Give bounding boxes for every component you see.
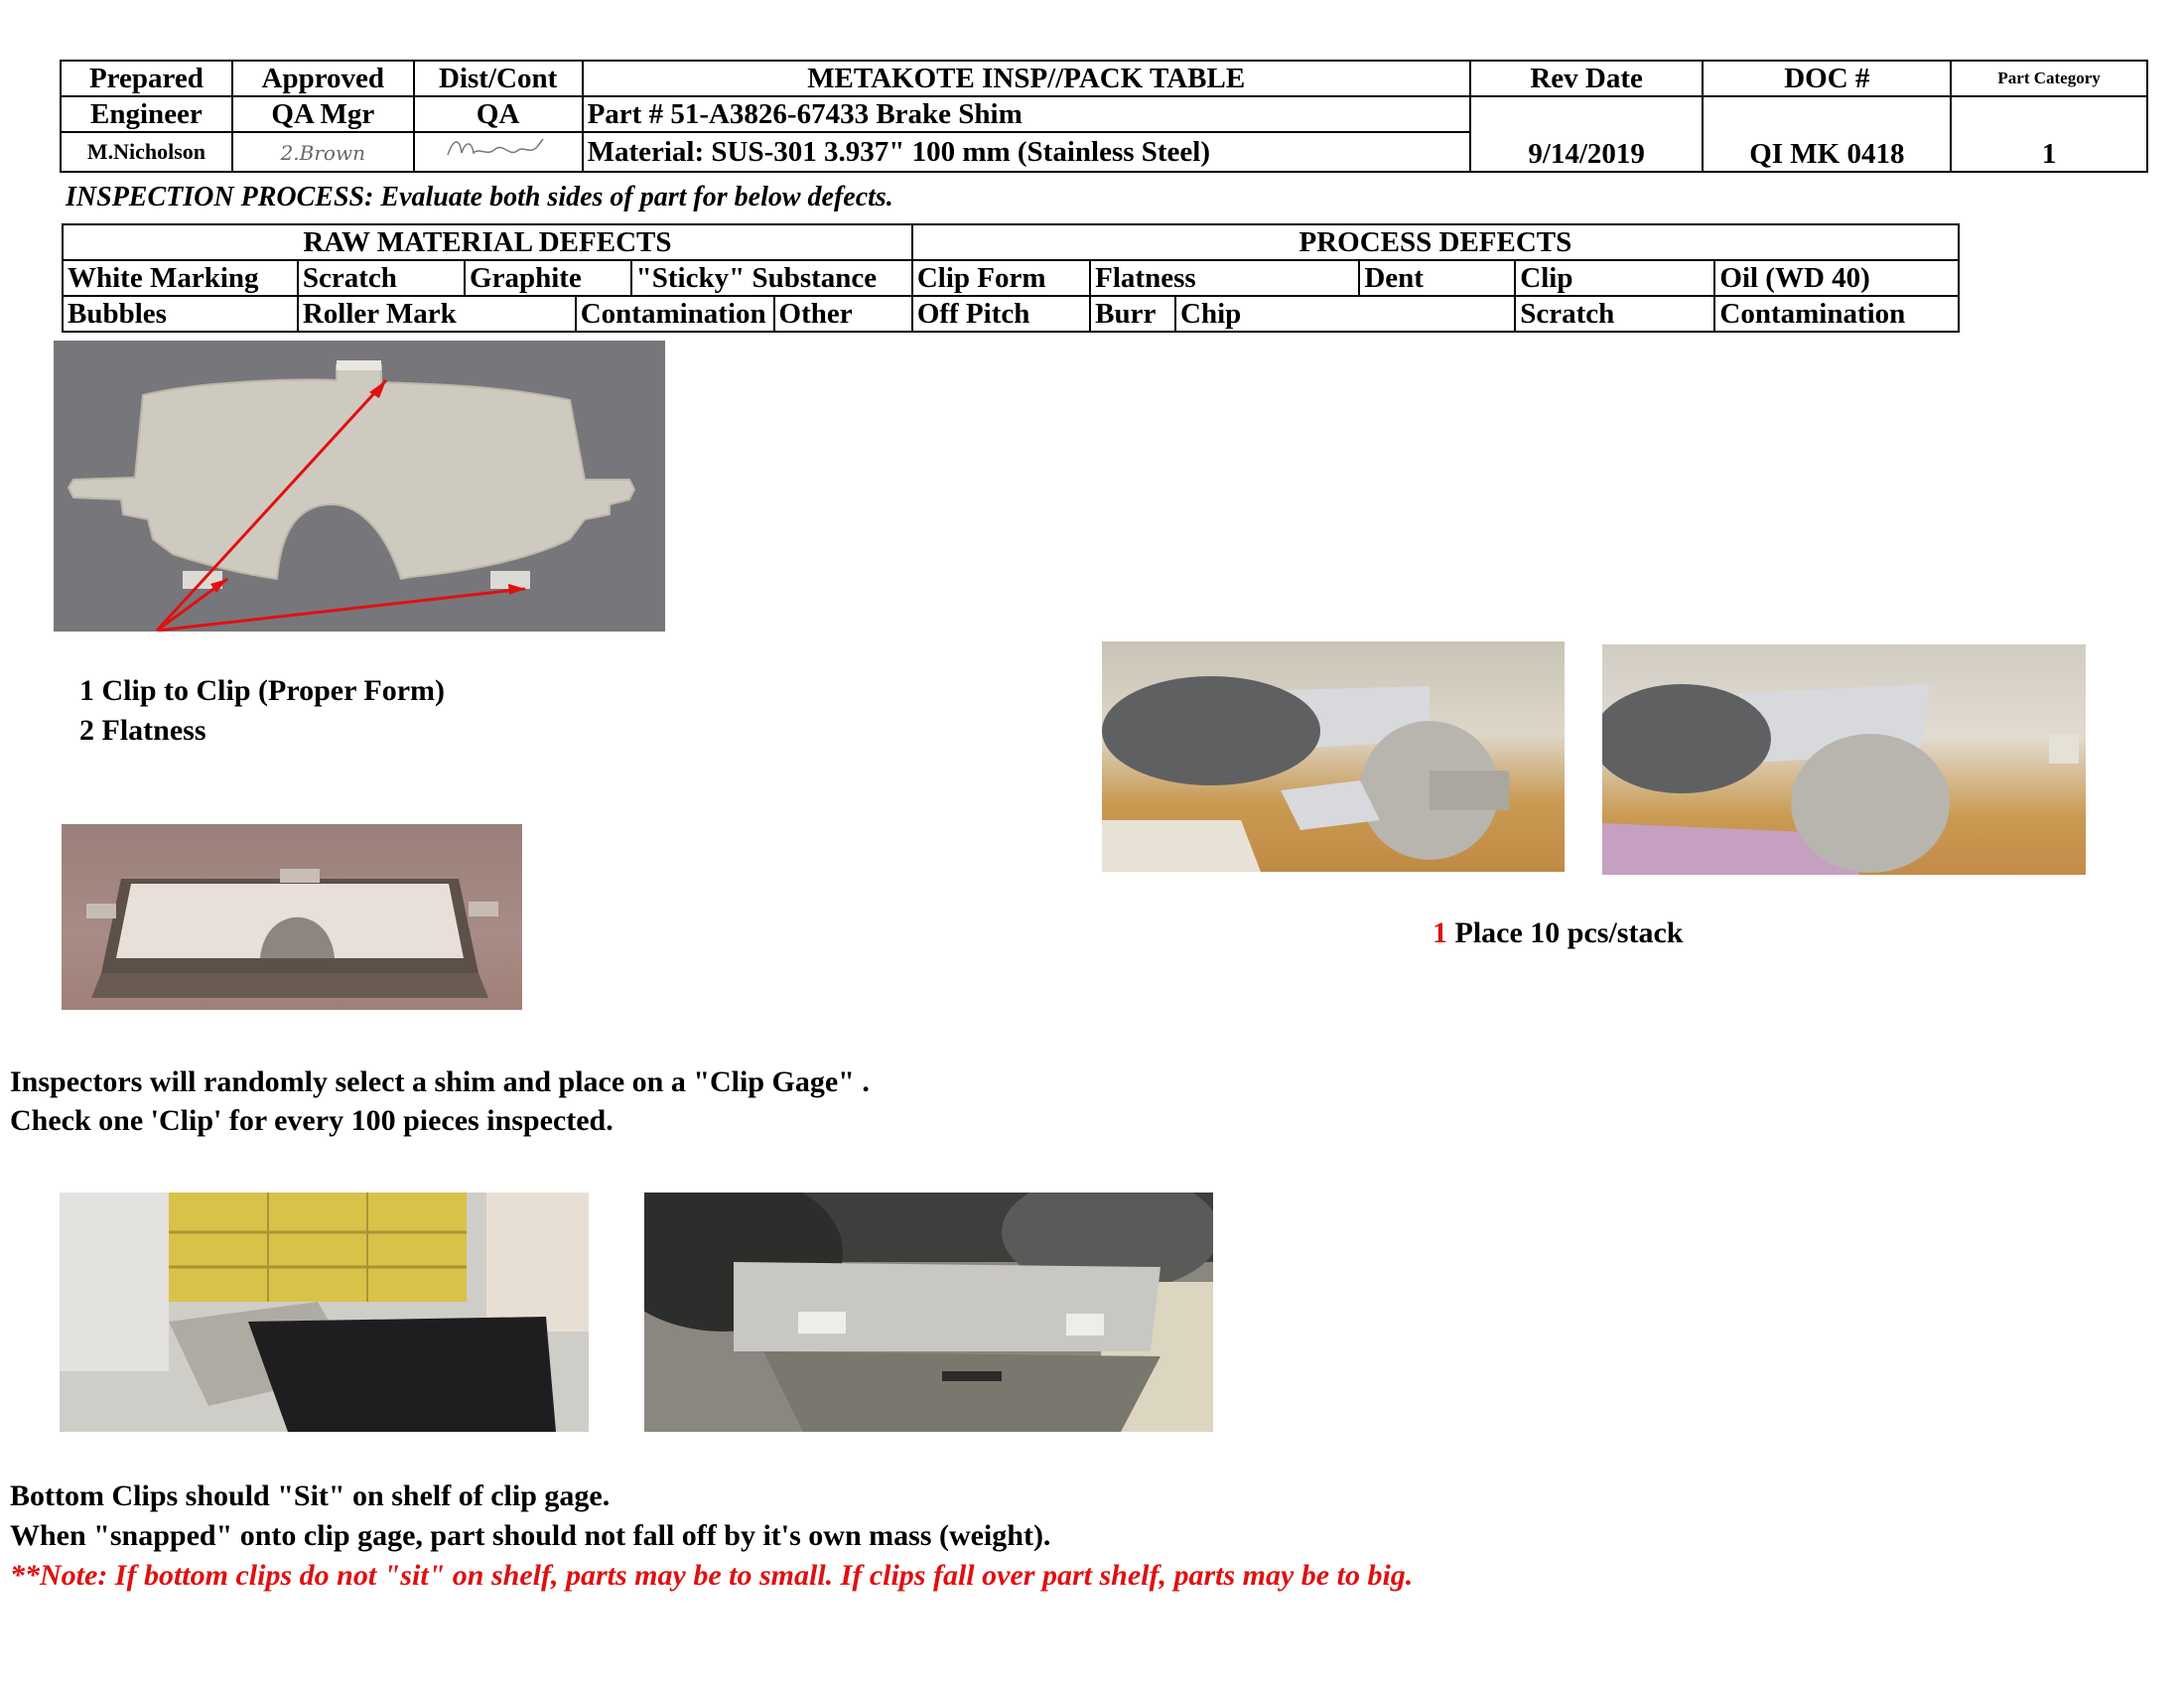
stacking-photo-2	[1602, 644, 2086, 875]
check-item-2-number: 2	[79, 714, 94, 747]
defect-oil: Oil (WD 40)	[1714, 260, 1959, 296]
shim-illustration	[54, 341, 665, 632]
clip-underside-illustration	[644, 1193, 1213, 1432]
material-spec: Material: SUS-301 3.937" 100 mm (Stainless Steel)	[583, 132, 1470, 172]
defect-dent: Dent	[1359, 260, 1515, 296]
defect-sticky-substance: "Sticky" Substance	[631, 260, 912, 296]
defect-burr: Burr	[1090, 296, 1175, 332]
defect-other: Other	[774, 296, 912, 332]
clip-gage-photo	[60, 1193, 589, 1432]
clip-size-note: **Note: If bottom clips do not "sit" on shelf, parts may be to small. If clips fall over part shelf, parts may be to big.	[10, 1559, 1414, 1592]
stacking-illustration-2	[1602, 644, 2086, 875]
stacking-illustration-1	[1102, 641, 1565, 872]
document-title: METAKOTE INSP//PACK TABLE	[583, 61, 1470, 96]
clip-underside-photo	[644, 1193, 1213, 1432]
defects-table	[62, 223, 1960, 333]
part-category-header: Part Category	[1951, 61, 2147, 96]
inspection-process-heading: INSPECTION PROCESS: Evaluate both sides of part for below defects.	[66, 182, 893, 212]
defect-clip: Clip	[1515, 260, 1714, 296]
defect-roller-mark: Roller Mark	[298, 296, 576, 332]
engineer-label: Engineer	[61, 96, 232, 132]
gage-instruction-1: Inspectors will randomly select a shim and place on a "Clip Gage" .	[10, 1065, 870, 1098]
defect-contamination-raw: Contamination	[576, 296, 774, 332]
shim-photo	[54, 341, 665, 632]
gage-instruction-2: Check one 'Clip' for every 100 pieces inspected.	[10, 1104, 614, 1137]
defect-scratch-process: Scratch	[1515, 296, 1714, 332]
raw-material-defects-title: RAW MATERIAL DEFECTS	[63, 224, 912, 260]
defect-scratch: Scratch	[298, 260, 465, 296]
shim-tray-illustration	[62, 824, 522, 1010]
header-table	[60, 60, 2148, 173]
check-item-1-text: Clip to Clip (Proper Form)	[101, 674, 446, 707]
stack-note-number: 1	[1433, 916, 1447, 949]
approved-header: Approved	[232, 61, 414, 96]
check-item-1-number: 1	[79, 674, 94, 707]
rev-date-header: Rev Date	[1470, 61, 1704, 96]
check-item-1	[79, 674, 445, 708]
qa-label: QA	[414, 96, 583, 132]
stack-note	[1433, 916, 1683, 950]
dist-signature	[414, 132, 583, 172]
qa-mgr-label: QA Mgr	[232, 96, 414, 132]
clip-instruction-2: When "snapped" onto clip gage, part should not fall off by it's own mass (weight).	[10, 1519, 1051, 1552]
shim-tray-photo	[62, 824, 522, 1010]
dist-cont-header: Dist/Cont	[414, 61, 583, 96]
approver-signature-text: 2.Brown	[280, 141, 365, 165]
defect-contamination-process: Contamination	[1714, 296, 1959, 332]
stack-note-text: Place 10 pcs/stack	[1454, 916, 1684, 949]
check-item-2	[79, 714, 206, 748]
defect-chip: Chip	[1175, 296, 1515, 332]
defect-graphite: Graphite	[465, 260, 631, 296]
defect-white-marking: White Marking	[63, 260, 298, 296]
signature-scribble	[444, 133, 553, 163]
stacking-photo-1	[1102, 641, 1565, 872]
part-category-value: 1	[1951, 96, 2147, 172]
part-number: Part # 51-A3826-67433 Brake Shim	[583, 96, 1470, 132]
rev-date-value: 9/14/2019	[1470, 96, 1704, 172]
defect-bubbles: Bubbles	[63, 296, 298, 332]
clip-gage-illustration	[60, 1193, 589, 1432]
approver-signature	[232, 132, 414, 172]
preparer-name: M.Nicholson	[61, 132, 232, 172]
process-defects-title: PROCESS DEFECTS	[912, 224, 1959, 260]
defect-off-pitch: Off Pitch	[912, 296, 1090, 332]
doc-number-header: DOC #	[1703, 61, 1951, 96]
defect-clip-form: Clip Form	[912, 260, 1090, 296]
clip-instruction-1: Bottom Clips should "Sit" on shelf of clip gage.	[10, 1479, 611, 1512]
defect-flatness: Flatness	[1090, 260, 1359, 296]
check-item-2-text: Flatness	[101, 714, 206, 747]
prepared-header: Prepared	[61, 61, 232, 96]
doc-number-value: QI MK 0418	[1703, 96, 1951, 172]
